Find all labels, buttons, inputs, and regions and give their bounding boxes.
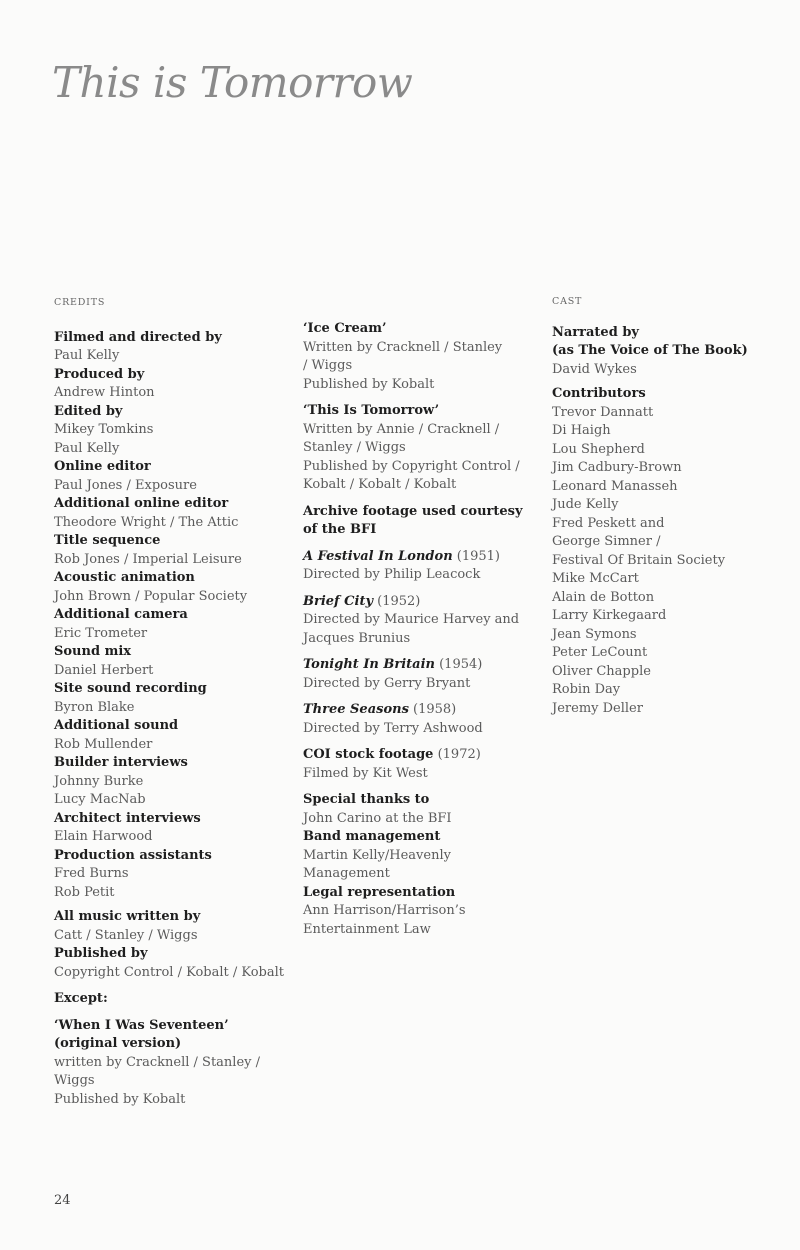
film-year: (1952) [377,593,421,609]
song-publisher: Kobalt / Kobalt / Kobalt [303,477,457,492]
credit-name: Elain Harwood [54,829,153,844]
credit-entry [54,532,294,569]
cast-column [552,293,792,718]
credit-entry [54,569,294,606]
page-title: This is Tomorrow [52,58,413,107]
credit-entry [54,847,294,903]
song-entry [303,320,543,394]
coi-year: (1972) [437,747,481,762]
credit-entry [54,329,294,366]
song-title: ‘This Is Tomorrow’ [303,403,440,418]
film-entry [303,701,543,738]
thanks-name: John Carino at the BFI [303,810,452,826]
credit-role: Additional sound [54,718,179,733]
music-published-name: Copyright Control / Kobalt / Kobalt [54,964,285,980]
contributor-name: Trevor Dannatt [552,404,654,420]
credit-role: Title sequence [54,533,161,548]
coi-entry [303,746,543,783]
film-year: (1954) [439,657,483,672]
credits-label: CREDITS [54,297,106,308]
credit-name: John Brown / Popular Society [54,588,248,604]
credit-role: Sound mix [54,644,132,659]
contributor-name: Alain de Botton [552,589,655,605]
contributor-name: Larry Kirkegaard [552,608,667,623]
narrator-role: Narrated by [552,324,639,340]
except-label: Except: [54,991,108,1006]
film-entry [303,593,543,649]
credit-name: Daniel Herbert [54,662,154,678]
thanks-entry [303,791,543,828]
credit-role: Builder interviews [54,755,188,770]
film-entry [303,656,543,693]
song-publisher: Published by Copyright Control / [303,458,520,474]
archive-heading-line: of the BFI [303,522,377,537]
credit-entry [54,495,294,532]
contributor-name: Jean Symons [552,626,637,642]
credit-name: Rob Mullender [54,736,153,752]
narrator-name: David Wykes [552,361,637,377]
song-publisher: Published by Kobalt [54,1091,186,1107]
film-year: (1951) [456,548,501,564]
credit-name: Theodore Wright / The Attic [54,514,239,530]
film-title: Brief City [303,593,374,609]
film-director: Jacques Brunius [303,630,411,646]
contributor-name: Robin Day [552,682,621,697]
band-name: Management [303,866,390,881]
credit-role: Site sound recording [54,681,207,696]
contributor-name: Di Haigh [552,423,611,438]
legal-role: Legal representation [303,884,456,900]
film-title: Three Seasons [303,702,409,717]
film-director: Directed by Maurice Harvey and [303,612,520,627]
archive-heading [303,503,543,540]
credit-entry [54,754,294,810]
credit-role: Produced by [54,366,145,382]
credit-name: Paul Jones / Exposure [54,477,197,493]
legal-name: Entertainment Law [303,921,431,937]
song-writers: Wiggs [54,1073,95,1088]
credit-entry [54,810,294,847]
credit-name: Eric Trometer [54,625,148,641]
narrator-entry [552,324,792,380]
thanks-role: Special thanks to [303,792,430,807]
song-title: (original version) [54,1036,182,1051]
credit-entry [54,403,294,459]
song-entry [303,402,543,495]
page-number: 24 [54,1193,71,1208]
film-year: (1958) [413,702,457,717]
credit-entry [54,643,294,680]
credit-role: Acoustic animation [54,570,195,585]
song-writers: written by Cracknell / Stanley / [54,1054,261,1070]
contributor-name: George Simner / [552,534,661,549]
credit-name: Andrew Hinton [54,385,155,400]
coi-title: COI stock footage [303,747,434,762]
music-published-role: Published by [54,946,148,961]
credit-entry [54,680,294,717]
film-title: A Festival In London [303,548,453,564]
credit-name: Paul Kelly [54,348,120,363]
legal-entry [303,884,543,940]
film-director: Directed by Gerry Bryant [303,675,471,691]
credit-role: Filmed and directed by [54,329,222,345]
song-publisher: Published by Kobalt [303,376,435,392]
film-director: Directed by Terry Ashwood [303,720,483,736]
credit-name: Johnny Burke [54,773,144,789]
credit-name: Byron Blake [54,699,135,715]
contributor-name: Festival Of Britain Society [552,552,726,568]
song-writers: Written by Cracknell / Stanley [303,339,503,355]
contributor-name: Jude Kelly [552,497,619,512]
legal-name: Ann Harrison/Harrison’s [303,903,466,918]
credit-entry [54,458,294,495]
credit-entry [54,606,294,643]
credit-entry [54,717,294,754]
credit-role: Edited by [54,403,123,419]
cast-label: CAST [552,296,583,307]
credit-role: Online editor [54,459,151,474]
film-title: Tonight In Britain [303,657,435,672]
song-title: ‘When I Was Seventeen’ [54,1017,229,1033]
song-title: ‘Ice Cream’ [303,321,387,336]
contributor-name: Lou Shepherd [552,441,645,457]
song-writers: Written by Annie / Cracknell / [303,421,500,437]
credit-entry [54,366,294,403]
contributor-name: Leonard Manasseh [552,478,678,494]
film-entry [303,548,543,585]
band-entry [303,828,543,884]
film-director: Directed by Philip Leacock [303,567,481,582]
song-writers: / Wiggs [303,358,353,373]
narrator-role: (as The Voice of The Book) [552,343,748,358]
contributors-label: Contributors [552,386,646,401]
music-role: All music written by [54,909,201,924]
band-role: Band management [303,829,441,844]
contributor-name: Jim Cadbury-Brown [552,460,682,475]
archive-heading-line: Archive footage used courtesy [303,503,523,519]
contributor-name: Oliver Chapple [552,663,651,679]
credit-name: Lucy MacNab [54,792,146,807]
credit-name: Rob Petit [54,884,115,900]
contributor-name: Jeremy Deller [552,700,643,716]
credit-name: Mikey Tomkins [54,422,154,437]
credit-role: Production assistants [54,847,212,863]
credit-name: Fred Burns [54,866,129,881]
music-entry [54,908,294,982]
credit-name: Paul Kelly [54,440,120,456]
credit-role: Architect interviews [54,810,201,826]
song-writers: Stanley / Wiggs [303,440,406,455]
coi-credit: Filmed by Kit West [303,765,428,781]
music-name: Catt / Stanley / Wiggs [54,927,198,943]
contributor-name: Peter LeCount [552,645,648,660]
middle-column [303,320,543,939]
contributor-name: Fred Peskett and [552,515,665,531]
credit-role: Additional online editor [54,496,229,511]
credit-role: Additional camera [54,607,188,622]
credit-name: Rob Jones / Imperial Leisure [54,551,242,567]
contributor-name: Mike McCart [552,571,639,586]
song-entry [54,1017,294,1110]
band-name: Martin Kelly/Heavenly [303,847,451,863]
credits-column [54,294,294,1109]
